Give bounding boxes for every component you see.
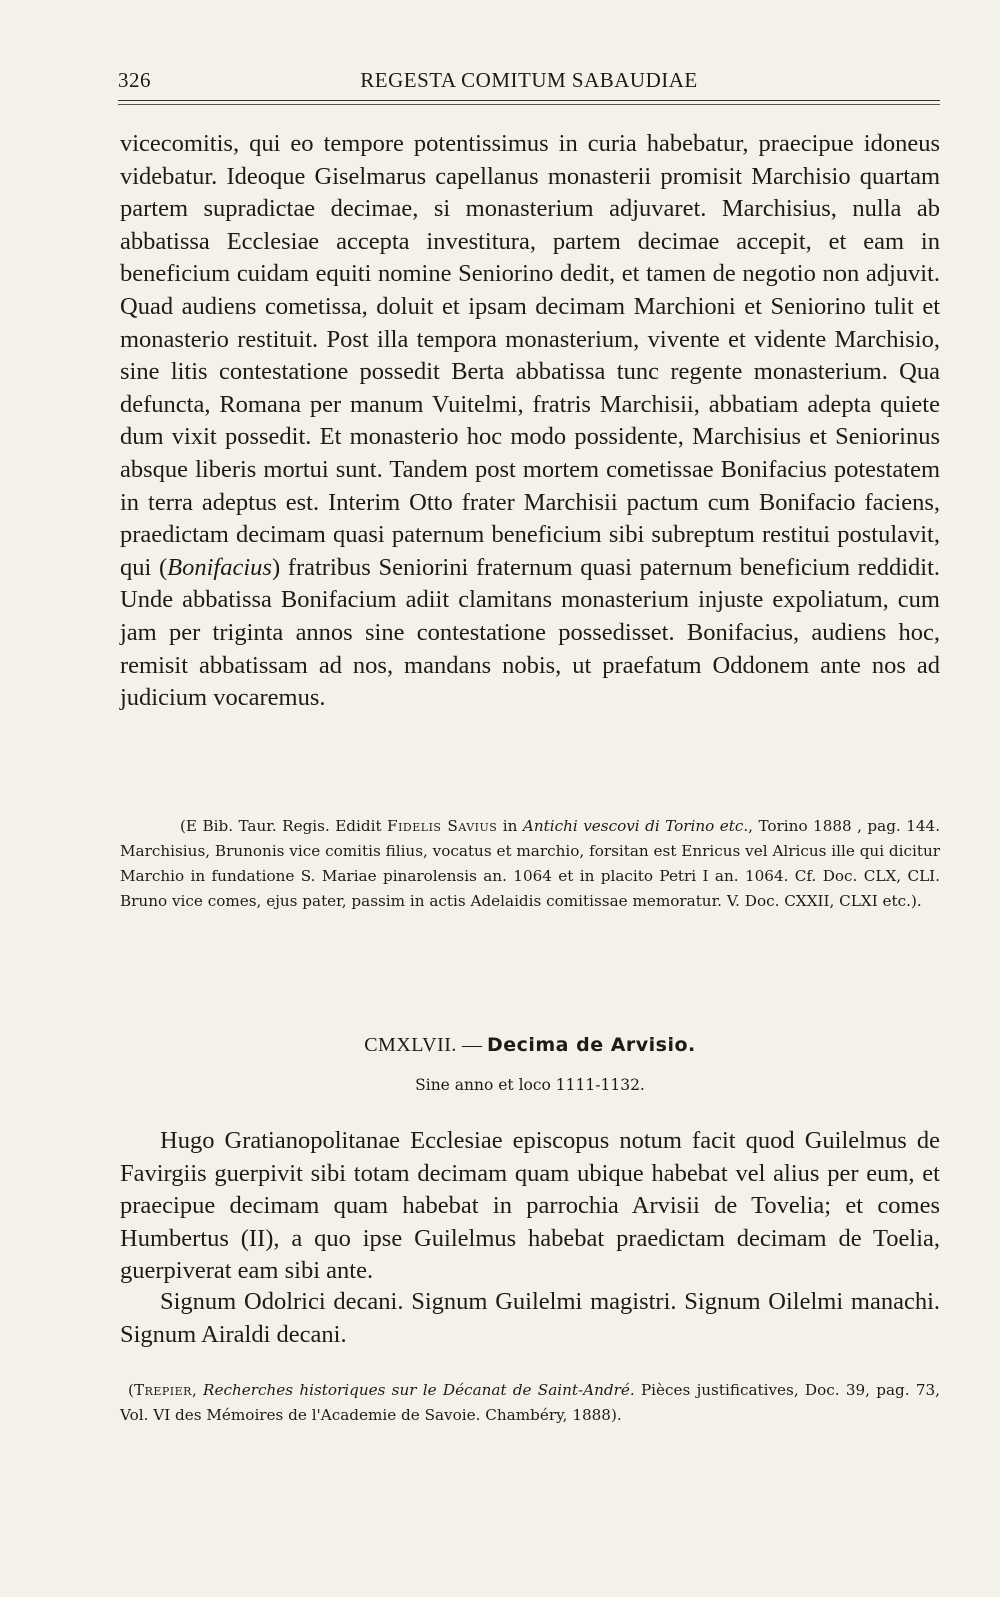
main-text-end: fratribus Seniorini fraternum quasi paternum beneficium reddidit. Unde abbatissa Bonifacium adiit clamitans monasterium injuste expoliatum, cum jam per triginta annos sine contestatione possedisset. Bonifacius, audiens hoc, remisit abbatissam ad nos, mandans nobis, ut praefatum Oddonem ante nos ad judicium vocaremus. <box>120 553 940 712</box>
running-header <box>118 68 940 98</box>
page-number: 326 <box>118 68 151 92</box>
source-note-1 <box>120 814 940 914</box>
document-heading <box>120 1034 940 1057</box>
heading-dash: — <box>461 1034 482 1056</box>
note2-title: Recherches historiques sur le Décanat de Saint-André. <box>203 1381 635 1399</box>
main-text: vicecomitis, qui eo tempore potentissimus in curia habebatur, praecipue idoneus videbatur. Ideoque Giselmarus capellanus monasterii promisit Marchisio quartam partem supradictae decimae, si monasterium adjuvaret. Marchisius, nulla ab abbatissa Ecclesiae accepta investitura, partem decimae accepit, et eam in beneficium cuidam equiti nomine Seniorino dedit, et tamen de negotio non adjuvit. Quad audiens cometissa, doluit et ipsam decimam Marchioni et Seniorino tulit et monasterio restituit. Post illa tempora monasterium, vivente et vidente Marchisio, sine litis contestatione possedit Berta abbatissa tunc regente monasterium. Qua defuncta, Romana per manum Vuitelmi, fratris Marchisii, abbatiam adepta quiete dum vixit possedit. Et monasterio hoc modo possidente, Marchisius et Seniorinus absque liberis mortui sunt. Tandem post mortem cometissae Bonifacius potestatem in terra adeptus est. Interim Otto frater Marchisii pactum cum Bonifacio faciens, praedictam decimam quasi paternum beneficium sibi subreptum restitui postulavit, qui <box>120 130 940 581</box>
main-text-continuation: vicecomitis, qui eo tempore potentissimus in curia habebatur, praecipue idoneus videbatur. Ideoque Giselmarus capellanus monasterii promisit Marchisio quartam partem supradictae decimae, si monasterium adjuvaret. Marchisius, nulla ab abbatissa Ecclesiae accepta investitura, partem decimae accepit, et eam in beneficium cuidam equiti nomine Seniorino dedit, et tamen de negotio non adjuvit. Quad audiens cometissa, doluit et ipsam decimam Marchioni et Seniorino tulit et monasterio restituit. Post illa tempora monasterium, vivente et vidente Marchisio, sine litis contestatione possedit Berta abbatissa tunc regente monasterium. Qua defuncta, Romana per manum Vuitelmi, fratris Marchisii, abbatiam adepta quiete dum vixit possedit. Et monasterio hoc modo possidente, Marchisius et Seniorinus absque liberis mortui sunt. Tandem post mortem cometissae Bonifacius potestatem in terra adeptus est. Interim Otto frater Marchisii pactum cum Bonifacio faciens, praedictam decimam quasi paternum beneficium sibi subreptum restitui postulavit, qui (Bonifacius) fratribus Seniorini fraternum quasi paternum beneficium reddidit. Unde abbatissa Bonifacium adiit clamitans monasterium injuste expoliatum, cum jam per triginta annos sine contestatione possedisset. Bonifacius, audiens hoc, remisit abbatissam ad nos, mandans nobis, ut praefatum Oddonem ante nos ad judicium vocaremus. <box>120 130 940 712</box>
note1-text-c: , Torino 1888 , pag. 144. Marchisius, Brunonis vice comitis filius, vocatus et marchio, forsitan est Enricus vel Alricus ille qui dicitur Marchio in fundatione S. Mariae pinarolensis an. 1064 et in placito Petri I an. 1064. Cf. Doc. CLX, CLI. Bruno vice comes, ejus pater, passim in actis Adelaidis comitissae memoratur. V. Doc. CXXII, CLXI etc.). <box>120 817 941 910</box>
document-number: CMXLVII. <box>364 1034 457 1056</box>
note1-text-a: (E Bib. Taur. Regis. Edidit <box>180 817 382 835</box>
document-text: Hugo Gratianopolitanae Ecclesiae episcopus notum facit quod Guilelmus de Favirgiis guerpivit sibi totam decimam quam ubique habebat vel alius per eum, et praecipue decimam quam habebat in parrochia Arvisii de Tovelia; et comes Humbertus (II), a quo ipse Guilelmus habebat praedictam decimam de Toelia, guerpiverat eam sibi ante. <box>120 1127 940 1285</box>
note1-title: Antichi vescovi di Torino etc. <box>522 817 749 835</box>
main-text-italic: Bonifacius <box>167 553 272 581</box>
source-note-2 <box>120 1378 940 1428</box>
document-date: Sine anno et loco 1111-1132. <box>415 1076 645 1094</box>
note2-text-a: ( <box>128 1381 134 1399</box>
header-rule <box>118 100 940 101</box>
running-title: REGESTA COMITUM SABAUDIAE <box>360 68 698 92</box>
document-signa: Signum Odolrici decani. Signum Guilelmi magistri. Signum Oilelmi manachi. Signum Airaldi decani. <box>120 1288 940 1348</box>
note2-text-b: , <box>191 1381 197 1399</box>
note1-text-b: in <box>502 817 518 835</box>
note1-author: Fidelis Savius <box>387 817 498 835</box>
document-title: Decima de Arvisio. <box>486 1034 696 1056</box>
header-rule-thin <box>118 104 940 105</box>
note2-text-c: Pièces justificatives, Doc. 39, pag. 73, Vol. VI des Mémoires de l'Academie de Savoie. Chambéry, 1888). <box>120 1381 940 1424</box>
note2-author: Trepier <box>133 1381 192 1399</box>
